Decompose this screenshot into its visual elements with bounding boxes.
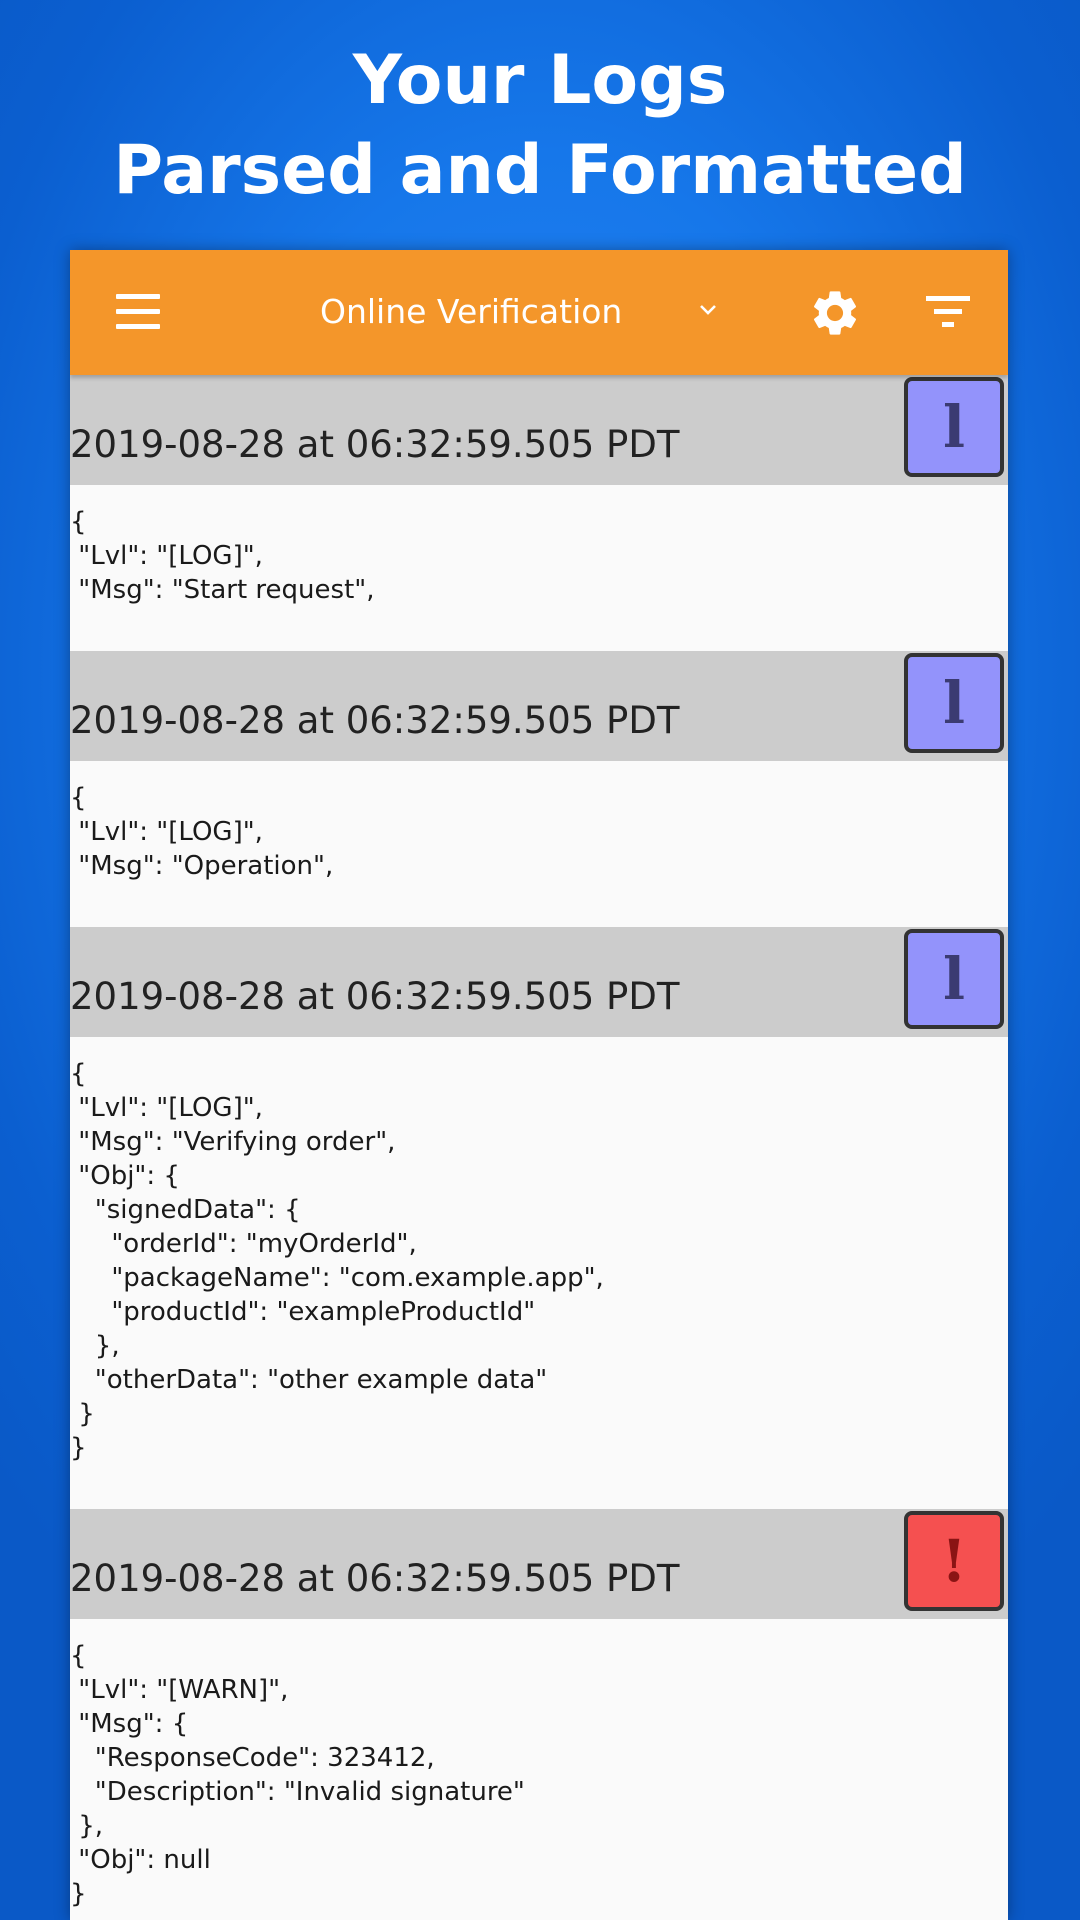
log-json: { "Lvl": "[LOG]", "Msg": "Operation", xyxy=(70,783,334,881)
promo-line-1: Your Logs xyxy=(352,41,728,120)
log-json: { "Lvl": "[LOG]", "Msg": "Verifying order", "Obj": { "signedData": { "orderId": "myOrderId", "packageName": "com.example.app", "productId": "exampleProductId" }, "otherData": "other example data" } } xyxy=(70,1059,604,1463)
log-entry-header xyxy=(70,651,1008,761)
hamburger-menu-icon[interactable] xyxy=(114,288,162,336)
log-entry-header xyxy=(70,375,1008,485)
chevron-down-icon xyxy=(698,300,718,320)
log-entry-body xyxy=(70,761,1008,927)
app-toolbar xyxy=(70,250,1008,375)
app-screen xyxy=(70,250,1008,1920)
log-entry[interactable] xyxy=(70,1509,1008,1920)
log-entry[interactable] xyxy=(70,375,1008,651)
log-entry-body xyxy=(70,485,1008,651)
log-entry[interactable] xyxy=(70,927,1008,1509)
log-timestamp: 2019-08-28 at 06:32:59.505 PDT xyxy=(70,423,680,466)
log-entry-header xyxy=(70,927,1008,1037)
promo-line-2: Parsed and Formatted xyxy=(113,131,967,210)
log-timestamp: 2019-08-28 at 06:32:59.505 PDT xyxy=(70,1557,680,1600)
log-entry-body xyxy=(70,1619,1008,1920)
filter-icon[interactable] xyxy=(924,290,972,334)
log-json: { "Lvl": "[LOG]", "Msg": "Start request", xyxy=(70,507,375,605)
log-level-badge: l xyxy=(904,377,1004,477)
log-json: { "Lvl": "[WARN]", "Msg": { "ResponseCode": 323412, "Description": "Invalid signature" }, "Obj": null } xyxy=(70,1641,525,1909)
dropdown-selected-value: Online Verification xyxy=(320,292,623,331)
log-list[interactable] xyxy=(70,375,1008,1920)
log-entry-body xyxy=(70,1037,1008,1509)
gear-icon[interactable] xyxy=(808,286,862,340)
log-timestamp: 2019-08-28 at 06:32:59.505 PDT xyxy=(70,699,680,742)
promo-headline xyxy=(0,36,1080,216)
warning-level-badge: ! xyxy=(904,1511,1004,1611)
log-entry[interactable] xyxy=(70,651,1008,927)
log-entry-header xyxy=(70,1509,1008,1619)
log-level-badge: l xyxy=(904,653,1004,753)
log-timestamp: 2019-08-28 at 06:32:59.505 PDT xyxy=(70,975,680,1018)
log-level-badge: l xyxy=(904,929,1004,1029)
log-source-dropdown[interactable] xyxy=(320,280,720,344)
